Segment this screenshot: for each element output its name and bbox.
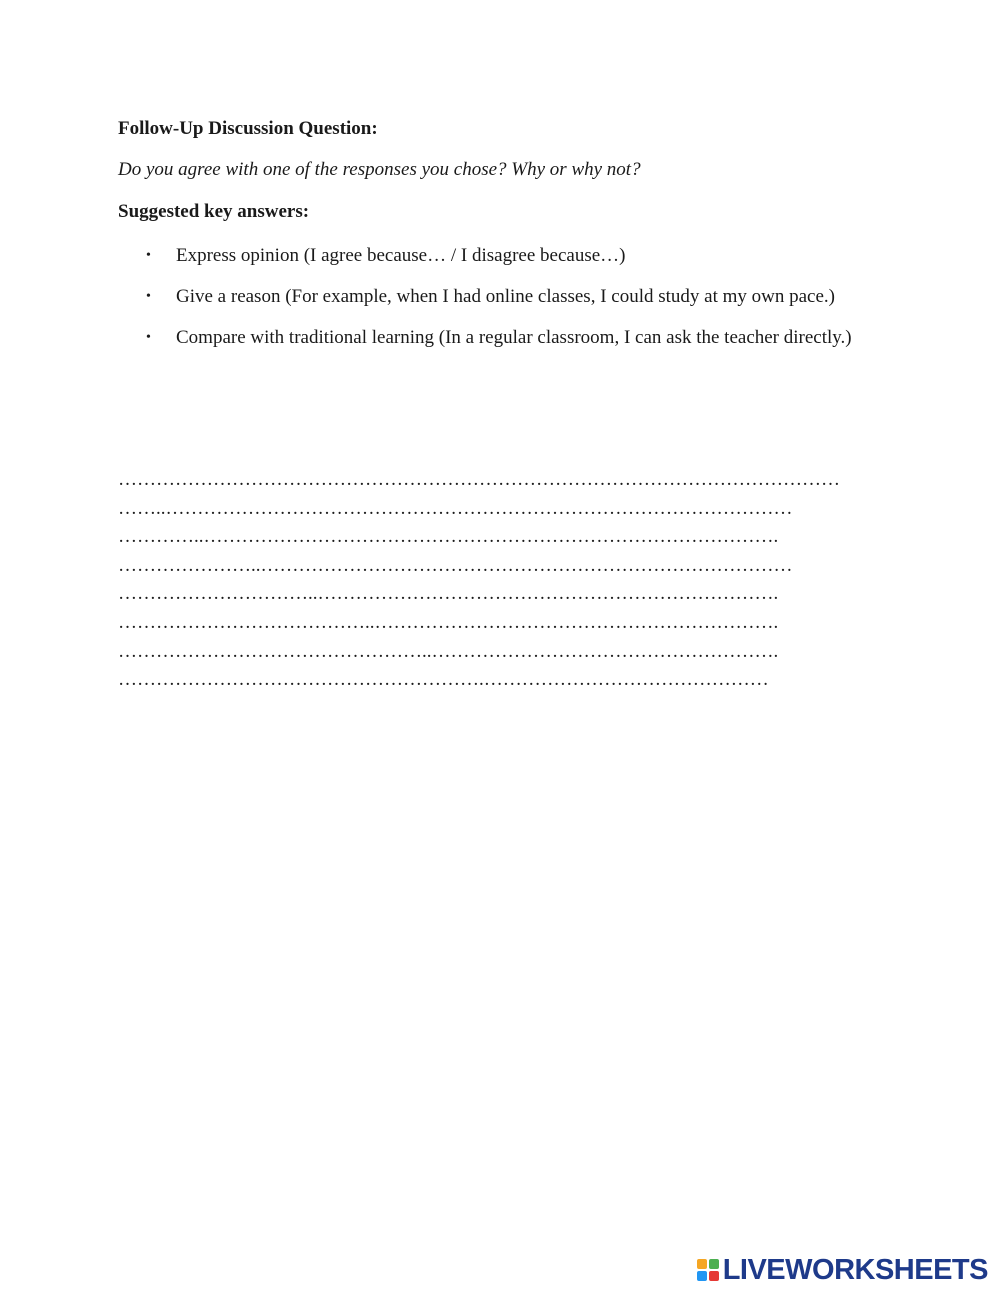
bullet-icon: • [146,248,151,263]
suggested-answers-list [118,242,882,365]
bullet-icon: • [146,330,151,345]
answer-line[interactable]: …………..………………………………………………………………………………. [118,526,779,548]
logo-mark-icon [697,1259,719,1281]
answer-line[interactable]: …………………………………………………………………………………………………… [118,469,840,490]
answer-item [118,242,882,270]
answer-line[interactable]: ………………………………………………….……………………………………… [118,669,769,691]
answer-writing-area[interactable] [118,466,898,695]
answer-line[interactable]: …………………………………………..………………………………………………. [118,640,779,662]
logo-text: LIVEWORKSHEETS [722,1253,988,1286]
answers-subheading: Suggested key answers: [118,201,310,222]
answer-line[interactable]: …………………………………..………………………………………………………. [118,611,779,633]
bullet-icon: • [146,289,151,304]
answer-line[interactable]: ……..……………………………………………………………………………………… [118,497,793,519]
answer-text: Express opinion (I agree because… / I disagree because…) [176,245,626,266]
logo-square [709,1259,719,1269]
liveworksheets-logo [697,1253,988,1287]
answer-item [118,283,882,311]
answer-line[interactable]: …………………………..………………………………………………………………. [118,583,779,605]
logo-square [697,1259,707,1269]
logo-square [697,1271,707,1281]
answer-item [118,324,882,352]
section-heading: Follow-Up Discussion Question: [118,118,378,139]
answer-text: Compare with traditional learning (In a regular classroom, I can ask the teacher directly.) [176,327,852,348]
answer-line[interactable]: …………………..………………………………………………………………………… [118,554,793,576]
answer-text: Give a reason (For example, when I had online classes, I could study at my own pace.) [176,286,835,307]
logo-square [709,1271,719,1281]
discussion-question: Do you agree with one of the responses you chose? Why or why not? [118,159,641,180]
